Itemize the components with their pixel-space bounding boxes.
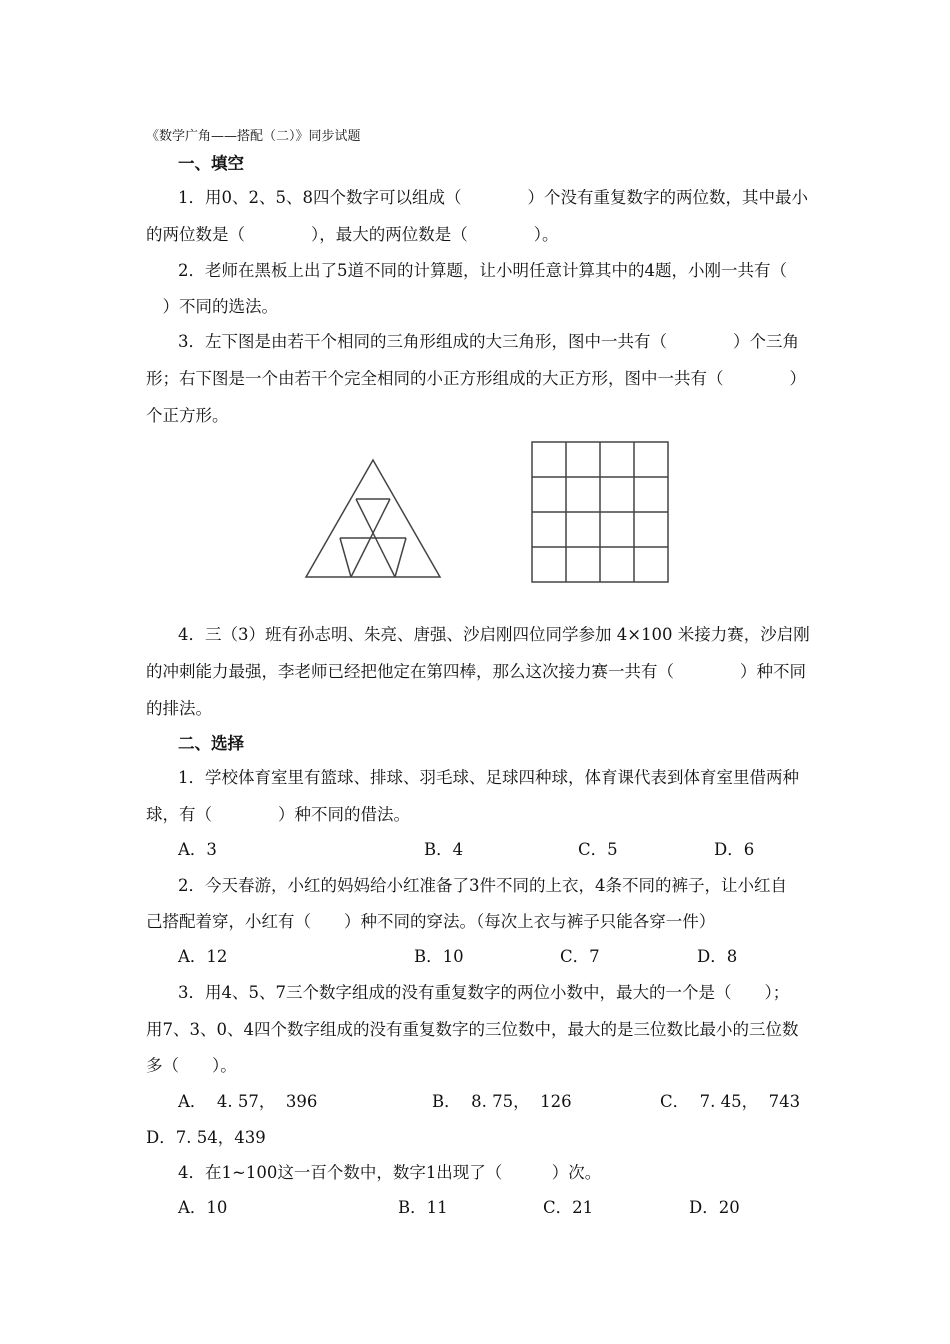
choice-q1-line2: 球，有（ ）种不同的借法。 [146, 805, 410, 824]
choice-q4-option-d: D．20 [689, 1198, 740, 1217]
fill-q3-line3: 个正方形。 [146, 406, 229, 425]
fill-q4-line1: 4．三（3）班有孙志明、朱亮、唐强、沙启刚四位同学参加 4×100 米接力赛，沙启刚 [178, 625, 810, 644]
fill-q1-line2: 的两位数是（ ），最大的两位数是（ ）。 [146, 225, 559, 244]
choice-q4-option-a: A．10 [178, 1198, 228, 1217]
choice-q3-option-b: B． 8. 75， 126 [432, 1092, 572, 1111]
choice-q2-line1: 2．今天春游，小红的妈妈给小红准备了3件不同的上衣，4条不同的裤子，让小红自 [178, 876, 787, 895]
triangle-figure [303, 457, 443, 581]
section-heading-choice: 二、选择 [178, 734, 244, 753]
choice-q4-option-c: C．21 [543, 1198, 594, 1217]
choice-q1-option-d: D．6 [714, 840, 755, 859]
choice-q3-option-a: A． 4. 57， 396 [178, 1092, 318, 1111]
choice-q3-line3: 多（ ）。 [146, 1056, 237, 1075]
choice-q3-option-d: D．7. 54，439 [146, 1128, 266, 1147]
document-title: 《数学广角——搭配（二）》同步试题 [146, 129, 361, 144]
choice-q2-option-c: C．7 [560, 947, 600, 966]
section-heading-fill-in: 一、填空 [178, 154, 244, 173]
choice-q1-option-b: B．4 [424, 840, 464, 859]
choice-q3-line2: 用7、3、0、4四个数字组成的没有重复数字的三位数中，最大的是三位数比最小的三位数 [146, 1020, 799, 1039]
fill-q1-line1: 1．用0、2、5、8四个数字可以组成（ ）个没有重复数字的两位数，其中最小 [178, 188, 808, 207]
fill-q3-line2: 形；右下图是一个由若干个完全相同的小正方形组成的大正方形，图中一共有（ ） [146, 369, 806, 388]
choice-q1-option-c: C．5 [578, 840, 618, 859]
fill-q2-line2: ）不同的选法。 [146, 297, 278, 316]
choice-q3-line1: 3．用4、5、7三个数字组成的没有重复数字的两位小数中，最大的一个是（ ）； [178, 983, 790, 1002]
fill-q2-line1: 2．老师在黑板上出了5道不同的计算题，让小明任意计算其中的4题，小刚一共有（ [178, 261, 787, 280]
fill-q4-line2: 的冲刺能力最强，李老师已经把他定在第四棒，那么这次接力赛一共有（ ）种不同 [146, 662, 806, 681]
choice-q2-option-a: A．12 [178, 947, 228, 966]
choice-q4-line1: 4．在1~100这一百个数中，数字1出现了（ ）次。 [178, 1163, 602, 1182]
square-grid-figure [530, 440, 670, 584]
choice-q2-option-d: D．8 [697, 947, 738, 966]
choice-q2-line2: 己搭配着穿，小红有（ ）种不同的穿法。（每次上衣与裤子只能各穿一件） [146, 912, 716, 931]
choice-q1-option-a: A．3 [178, 840, 217, 859]
fill-q3-line1: 3．左下图是由若干个相同的三角形组成的大三角形，图中一共有（ ）个三角 [178, 332, 799, 351]
choice-q3-option-c: C． 7. 45， 743 [660, 1092, 801, 1111]
choice-q4-option-b: B．11 [398, 1198, 448, 1217]
choice-q1-line1: 1．学校体育室里有篮球、排球、羽毛球、足球四种球，体育课代表到体育室里借两种 [178, 768, 799, 787]
choice-q2-option-b: B．10 [414, 947, 464, 966]
fill-q4-line3: 的排法。 [146, 699, 212, 718]
